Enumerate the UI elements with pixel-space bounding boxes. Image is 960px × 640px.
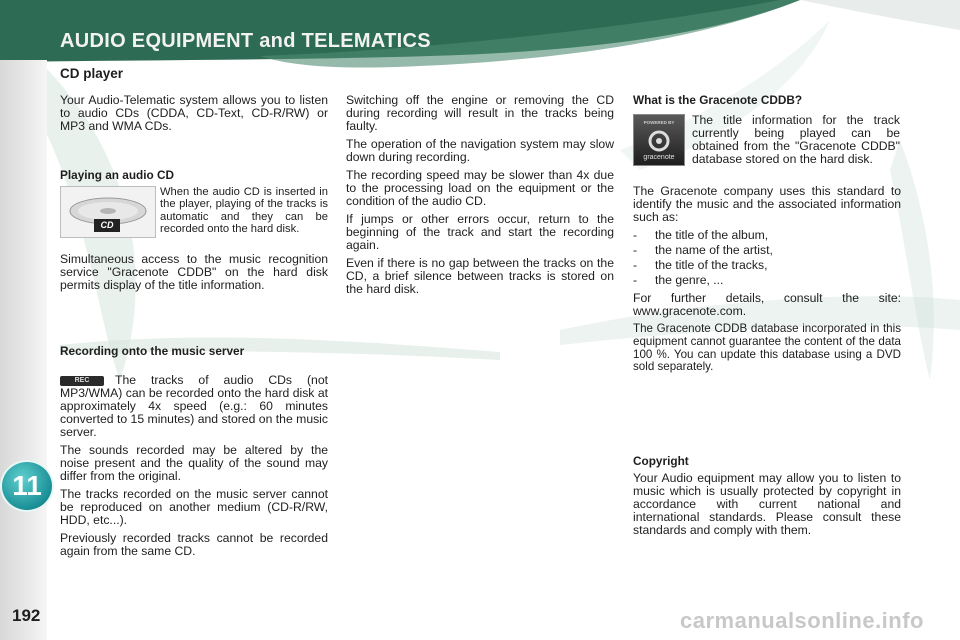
- col2-p4: If jumps or other errors occur, return to the beginning of the track and start the recording again.: [346, 212, 614, 252]
- playing-text: [160, 186, 328, 241]
- playing-title: Playing an audio CD: [60, 168, 175, 182]
- recording-p2: The sounds recorded may be altered by the noise present and the quality of the sound may differ from the original.: [60, 443, 328, 483]
- database-text: The Gracenote CDDB database incorporated in this equipment cannot guarantee the content of the data 100 %. You can update this database using a DVD sold separately.: [633, 322, 901, 374]
- page-number: 192: [12, 606, 41, 625]
- company-text: The Gracenote company uses this standard to identify the music and the associated information such as:: [633, 184, 901, 224]
- gracenote-text-block: [692, 114, 900, 171]
- list-item: - the title of the tracks,: [633, 258, 768, 272]
- cd-logo-label: CD: [100, 220, 114, 230]
- list-item: - the name of the artist,: [633, 243, 773, 257]
- header-title: AUDIO EQUIPMENT and TELEMATICS: [60, 30, 431, 52]
- section-title: CD player: [60, 66, 124, 81]
- gracenote-logo-name: gracenote: [643, 154, 675, 161]
- recording-p3: The tracks recorded on the music server cannot be reproduced on another medium (CD-R/RW, HDD, etc...).: [60, 487, 328, 527]
- gracenote-title: What is the Gracenote CDDB?: [633, 93, 803, 107]
- column-2: [346, 94, 614, 301]
- playing-section: [60, 169, 328, 186]
- list-item: - the title of the album,: [633, 228, 769, 242]
- gracenote-logo-top: POWERED BY: [643, 120, 675, 125]
- column-3-body: [633, 185, 901, 379]
- copyright-text: Your Audio equipment may allow you to listen to music which is usually protected by copyright in accordance with current national and international standards. Please consult these standards and comply with them.: [633, 471, 901, 537]
- simultaneous-text: Simultaneous access to the music recognition service "Gracenote CDDB" on the hard disk permits display of the title information.: [60, 252, 328, 292]
- gracenote-logo: [633, 114, 685, 166]
- intro-text: Your Audio-Telematic system allows you to listen to audio CDs (CDDA, CD-Text, CD-R/RW) or MP3 and WMA CDs.: [60, 93, 328, 133]
- playing-description: When the audio CD is inserted in the player, playing of the tracks is automatic and they can be recorded onto the hard disk.: [160, 186, 328, 236]
- rec-label: REC: [74, 377, 90, 384]
- recording-title: Recording onto the music server: [60, 344, 245, 358]
- col2-p2: The operation of the navigation system may slow down during recording.: [346, 137, 614, 164]
- copyright-block: [633, 455, 901, 542]
- gracenote-text: The title information for the track currently being played can be obtained from the "Gracenote CDDB" database stored on the hard disk.: [692, 113, 900, 166]
- recording-text: [60, 374, 328, 563]
- col2-p1: Switching off the engine or removing the CD during recording will result in the tracks being faulty.: [346, 93, 614, 133]
- simultaneous-block: [60, 253, 328, 297]
- col2-p3: The recording speed may be slower than 4x due to the processing load on the equipment or the condition of the audio CD.: [346, 168, 614, 208]
- recording-p4: Previously recorded tracks cannot be recorded again from the same CD.: [60, 531, 328, 558]
- copyright-title: Copyright: [633, 454, 689, 468]
- details-text: For further details, consult the site: www.gracenote.com.: [633, 291, 901, 318]
- gracenote-title-block: [633, 94, 901, 107]
- column-1: [60, 94, 328, 138]
- watermark: carmanualsonline.info: [680, 608, 924, 633]
- list-item: - the genre, ...: [633, 273, 724, 287]
- recording-title-block: [60, 345, 328, 358]
- chapter-badge: 11: [2, 462, 52, 510]
- col2-p5: Even if there is no gap between the tracks on the CD, a brief silence between tracks is stored on the hard disk.: [346, 256, 614, 296]
- recording-p1: The tracks of audio CDs (not MP3/WMA) can be recorded onto the hard disk at approximately 4x speed (e.g.: 60 minutes converted to 15 minutes) and stored on the music server.: [60, 373, 328, 439]
- cd-image: [60, 186, 156, 238]
- sidebar-strip: [0, 60, 47, 640]
- info-list: [633, 229, 901, 287]
